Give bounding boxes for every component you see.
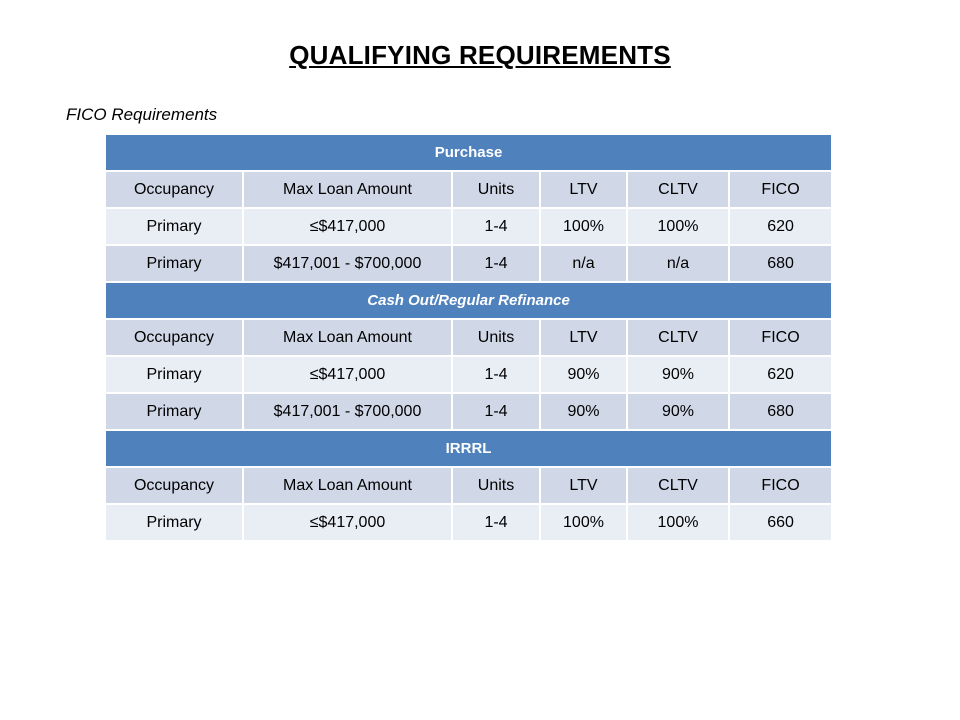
table-cell: 100%: [627, 504, 729, 541]
section-header-irrrl: [105, 430, 832, 467]
table-cell: 90%: [627, 393, 729, 430]
table-cell: 1-4: [452, 208, 540, 245]
column-header: Occupancy: [105, 171, 243, 208]
column-header: Units: [452, 467, 540, 504]
column-header-row: [105, 319, 832, 356]
section-header-purchase: [105, 134, 832, 171]
table-cell: 620: [729, 208, 832, 245]
section-title: Cash Out/Regular Refinance: [105, 282, 832, 319]
column-header-row: [105, 171, 832, 208]
table-cell: 660: [729, 504, 832, 541]
table-cell: 1-4: [452, 504, 540, 541]
table-cell: Primary: [105, 504, 243, 541]
column-header: Occupancy: [105, 319, 243, 356]
table-cell: ≤$417,000: [243, 504, 452, 541]
column-header: Max Loan Amount: [243, 319, 452, 356]
fico-requirements-table: [104, 133, 833, 542]
table-cell: Primary: [105, 208, 243, 245]
table-cell: $417,001 - $700,000: [243, 393, 452, 430]
section-header-cash-out-refinance: [105, 282, 832, 319]
section-title: IRRRL: [105, 430, 832, 467]
column-header: Occupancy: [105, 467, 243, 504]
table-cell: 90%: [540, 393, 627, 430]
table-cell: n/a: [540, 245, 627, 282]
table-cell: ≤$417,000: [243, 208, 452, 245]
table-cell: Primary: [105, 356, 243, 393]
table-cell: Primary: [105, 245, 243, 282]
table-cell: 1-4: [452, 356, 540, 393]
table-cell: 680: [729, 393, 832, 430]
column-header: LTV: [540, 171, 627, 208]
column-header: LTV: [540, 467, 627, 504]
section-title: Purchase: [105, 134, 832, 171]
page-title: QUALIFYING REQUIREMENTS: [289, 40, 671, 70]
column-header-row: [105, 467, 832, 504]
column-header: CLTV: [627, 467, 729, 504]
column-header: FICO: [729, 171, 832, 208]
column-header: Units: [452, 319, 540, 356]
table-cell: ≤$417,000: [243, 356, 452, 393]
table-cell: n/a: [627, 245, 729, 282]
table-row: [105, 245, 832, 282]
table-cell: $417,001 - $700,000: [243, 245, 452, 282]
table-cell: 100%: [627, 208, 729, 245]
table-cell: 620: [729, 356, 832, 393]
table-cell: 90%: [627, 356, 729, 393]
table-cell: Primary: [105, 393, 243, 430]
table-cell: 100%: [540, 504, 627, 541]
column-header: Max Loan Amount: [243, 171, 452, 208]
table-cell: 1-4: [452, 393, 540, 430]
column-header: FICO: [729, 319, 832, 356]
column-header: FICO: [729, 467, 832, 504]
table-cell: 90%: [540, 356, 627, 393]
column-header: Units: [452, 171, 540, 208]
table-cell: 680: [729, 245, 832, 282]
column-header: Max Loan Amount: [243, 467, 452, 504]
table-cell: 1-4: [452, 245, 540, 282]
table-row: [105, 393, 832, 430]
table-cell: 100%: [540, 208, 627, 245]
page-subtitle: FICO Requirements: [66, 105, 218, 124]
table-row: [105, 356, 832, 393]
column-header: CLTV: [627, 171, 729, 208]
table-row: [105, 208, 832, 245]
column-header: CLTV: [627, 319, 729, 356]
table-row: [105, 504, 832, 541]
column-header: LTV: [540, 319, 627, 356]
